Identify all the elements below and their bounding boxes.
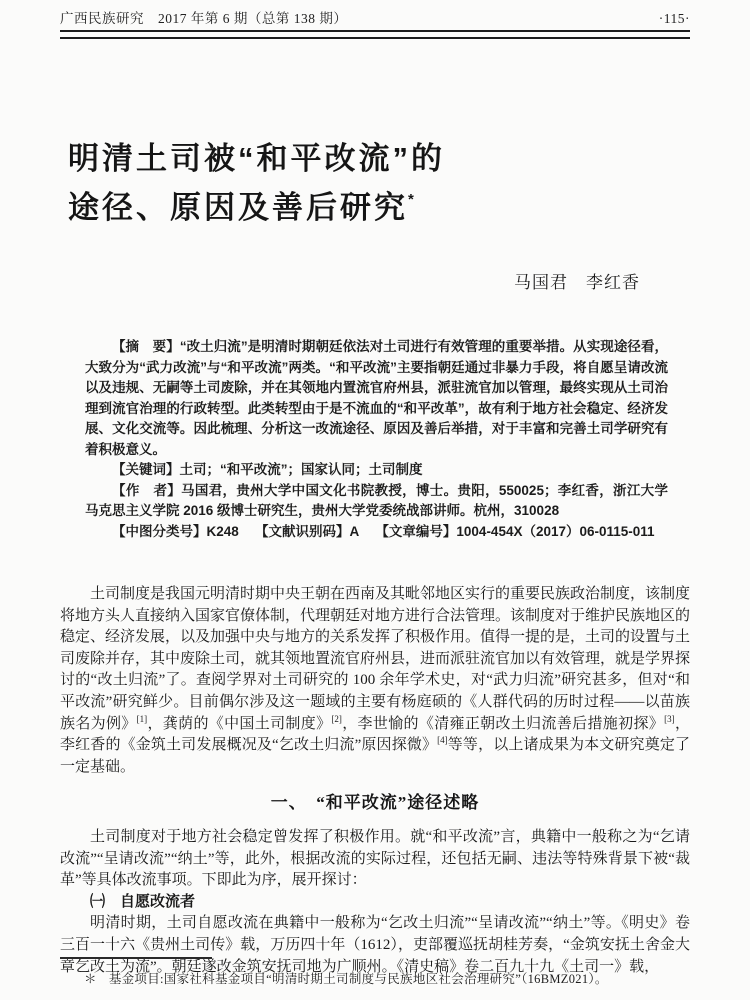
article-id-label: 【文章编号】 — [375, 523, 457, 539]
paragraph-overview: 土司制度对于地方社会稳定曾发挥了积极作用。就“和平改流”言，典籍中一般称之为“乞请改流”“呈请改流”“纳土”等，此外，根据改流的实际过程，还包括无嗣、违法等特殊背景下被“裁革”等具体改流事项。下即此为序，展开探讨： — [60, 828, 690, 889]
article-meta-block — [85, 337, 668, 542]
subsection-1-heading: ㈠ 自愿改流者 — [90, 893, 196, 910]
intro-text-2: ，龚荫的《中国土司制度》 — [147, 715, 332, 732]
footnote-text: 基金项目:国家社科基金项目“明清时期土司制度与民族地区社会治理研究”（16BMZ021）。 — [108, 972, 608, 986]
section-1-heading: 一、 “和平改流”途径述略 — [270, 793, 480, 813]
keywords-text: 土司；“和平改流”；国家认同；土司制度 — [179, 462, 423, 477]
intro-text-3: ，李世愉的《清雍正朝改土归流善后措施初探》 — [341, 715, 665, 732]
authors-line: 马国君 李红香 — [514, 273, 640, 292]
abstract-label: 【摘 要】 — [112, 339, 180, 354]
title-footnote-mark: * — [408, 191, 414, 208]
article-title-line2: 途径、原因及善后研究 — [68, 190, 408, 225]
footnote-mark: ＊ — [84, 972, 97, 986]
citation-ref-1: [1] — [136, 713, 148, 724]
abstract-paragraph — [85, 337, 668, 460]
page-number: ·115· — [658, 11, 690, 26]
footnote-rule — [60, 957, 212, 959]
keywords-line — [85, 460, 668, 481]
paragraph-voluntary-reform: 明清时期，土司自愿改流在典籍中一般称为“乞改土归流”“呈请改流”“纳土”等。《明史》卷三百一十六《贵州土司传》载，万历四十年（1612），吏部覆巡抚胡桂芳奏，“金筑安抚土舍金大章乞改土为流”。朝廷遂改金筑安抚司地为广顺州。《清史稿》卷二百九十九《土司一》载， — [60, 915, 690, 975]
header-rule — [60, 30, 690, 39]
intro-text-1: 土司制度是我国元明清时期中央王朝在西南及其毗邻地区实行的重要民族政治制度，该制度将地方头人直接纳入国家官僚体制，代理朝廷对地方进行合法管理。该制度对于维护民族地区的稳定、经济发展，以及加强中央与地方的关系发挥了积极作用。值得一提的是，土司的设置与土司废除并存，其中废除土司，就其领地置流官府州县，进而派驻流官加以有效管理，就是学界探讨的“改土归流”了。查阅学界对土司研究的 100 余年学术史，对“武力归流”研究甚多，但对“和平改流”研究鲜少。目前偶尔涉及这一题域的主要有杨庭硕的《人群代码的历时过程——以苗族族名为例》 — [60, 586, 691, 732]
journal-issue-text: 广西民族研究 2017 年第 6 期（总第 138 期） — [60, 11, 348, 26]
keywords-label: 【关键词】 — [112, 462, 180, 477]
article-body — [60, 584, 690, 978]
citation-ref-4: [4] — [437, 735, 448, 746]
journal-header — [60, 0, 690, 27]
footnote-area — [60, 957, 690, 987]
article-title-line1: 明清土司被“和平改流”的 — [68, 141, 445, 176]
classification-line — [85, 522, 668, 543]
citation-ref-2: [2] — [331, 713, 342, 724]
article-id-value: 1004-454X（2017）06-0115-011 — [456, 523, 655, 539]
paragraph-intro — [60, 584, 690, 778]
intro-text-5: 等等，以上诸成果为本文研究奠定了一定基础。 — [60, 737, 690, 775]
doc-code-label: 【文献识别码】 — [254, 523, 350, 539]
author-info-label: 【作 者】 — [112, 482, 182, 498]
footnote-line — [60, 969, 690, 987]
article-title — [68, 138, 690, 228]
doc-code-value: A — [349, 523, 360, 539]
citation-ref-3: [3] — [664, 713, 675, 724]
author-info-text: 马国君，贵州大学中国文化书院教授，博士。贵阳，550025；李红香，浙江大学马克思主义学院 2016 级博士研究生，贵州大学党委统战部讲师。杭州，310028 — [85, 482, 668, 518]
clc-label: 【中图分类号】 — [112, 523, 207, 539]
intro-text-4: ，李红香的《金筑土司发展概况及“乞改土归流”原因探微》 — [60, 715, 690, 754]
clc-value: K248 — [206, 523, 239, 539]
abstract-text: “改土归流”是明清时期朝廷依法对土司进行有效管理的重要举措。从实现途径看，大致分为“武力改流”与“和平改流”两类。“和平改流”主要指朝廷通过非暴力手段，将自愿呈请改流以及违规、无嗣等土司废除，并在其领地内置流官府州县，派驻流官加以管理，最终实现从土司治理到流官治理的行政转型。此类转型由于是不流血的“和平改革”，故有利于地方社会稳定、经济发展、文化交流等。因此梳理、分析这一改流途径、原因及善后举措，对于丰富和完善土司学研究有着积极意义。 — [85, 339, 669, 457]
author-info-line — [85, 481, 668, 522]
